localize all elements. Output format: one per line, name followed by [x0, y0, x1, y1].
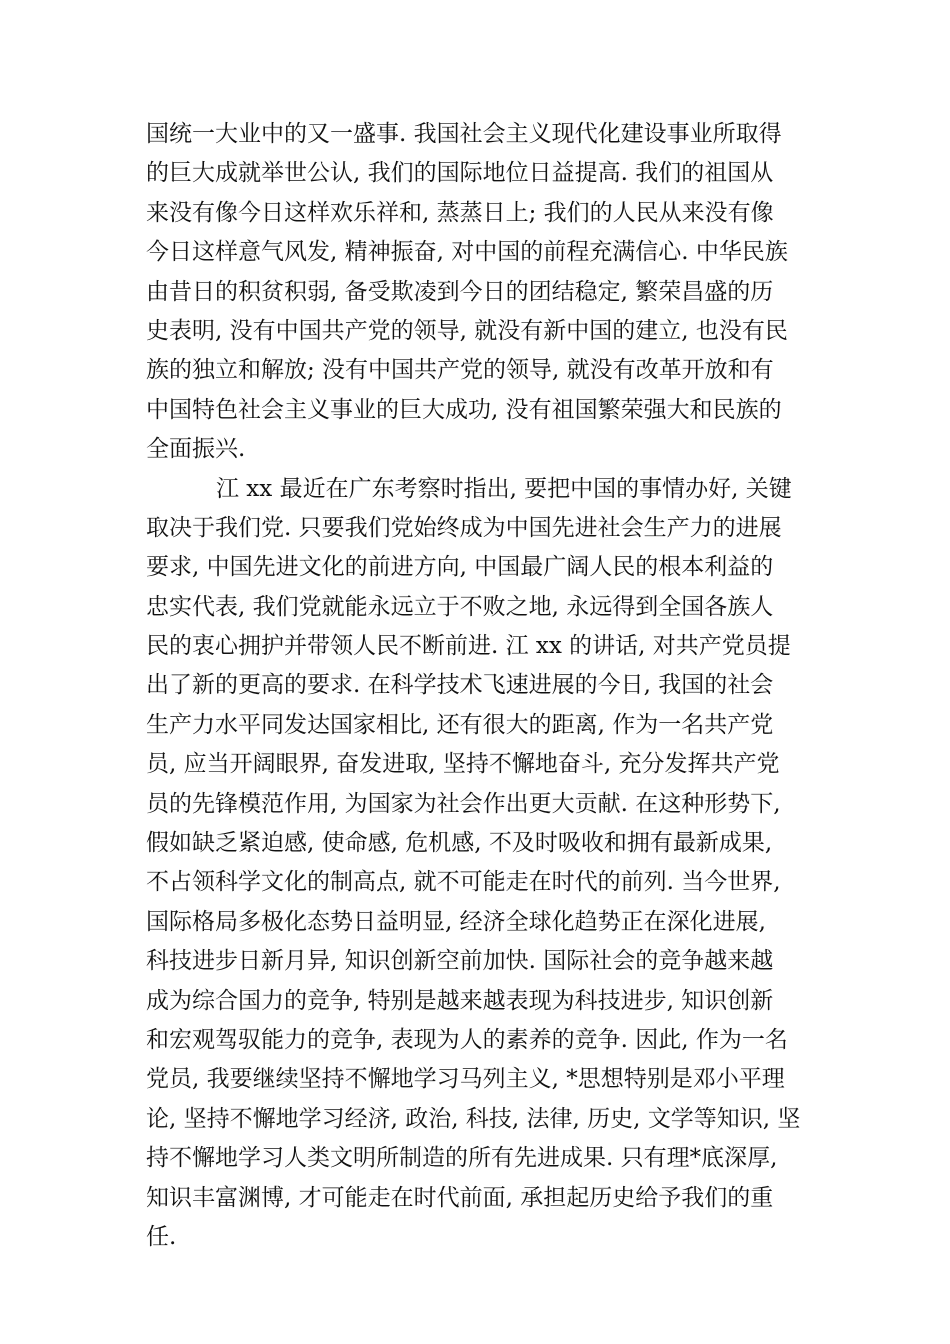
text-line: 国际格局多极化态势日益明显, 经济全球化趋势正在深化进展, [146, 908, 766, 935]
text-line: 任. [146, 1223, 177, 1250]
paragraph-2 [146, 470, 816, 1258]
text-line: 党员, 我要继续坚持不懈地学习马列主义, *思想特别是邓小平理 [146, 1066, 785, 1093]
text-line: 科技进步日新月异, 知识创新空前加快. 国际社会的竞争越来越 [146, 948, 774, 975]
text-line: 民的衷心拥护并带领人民不断前进. 江 xx 的讲话, 对共产党员提 [146, 633, 791, 660]
text-line: 要求, 中国先进文化的前进方向, 中国最广阔人民的根本利益的 [146, 554, 774, 581]
text-line: 江 xx 最近在广东考察时指出, 要把中国的事情办好, 关键 [216, 475, 792, 502]
text-line: 来没有像今日这样欢乐祥和, 蒸蒸日上; 我们的人民从来没有像 [146, 199, 774, 226]
body-text [146, 115, 816, 1257]
text-line: 成为综合国力的竞争, 特别是越来越表现为科技进步, 知识创新 [146, 987, 774, 1014]
text-line: 持不懈地学习人类文明所制造的所有先进成果. 只有理*底深厚, [146, 1145, 778, 1172]
text-line: 员, 应当开阔眼界, 奋发进取, 坚持不懈地奋斗, 充分发挥共产党 [146, 751, 780, 778]
text-line: 不占领科学文化的制高点, 就不可能走在时代的前列. 当今世界, [146, 869, 781, 896]
text-line: 国统一大业中的又一盛事. 我国社会主义现代化建设事业所取得 [146, 121, 782, 147]
text-line: 由昔日的积贫积弱, 备受欺凌到今日的团结稳定, 繁荣昌盛的历 [146, 278, 774, 305]
text-line: 中国特色社会主义事业的巨大成功, 没有祖国繁荣强大和民族的 [146, 396, 782, 423]
text-line: 取决于我们党. 只要我们党始终成为中国先进社会生产力的进展 [146, 514, 782, 541]
paragraph-1 [146, 115, 816, 470]
text-line: 全面振兴. [146, 436, 246, 463]
text-line: 史表明, 没有中国共产党的领导, 就没有新中国的建立, 也没有民 [146, 317, 788, 344]
text-line: 今日这样意气风发, 精神振奋, 对中国的前程充满信心. 中华民族 [146, 239, 788, 266]
text-line: 员的先锋模范作用, 为国家为社会作出更大贡献. 在这种形势下, [146, 790, 781, 817]
text-line: 假如缺乏紧迫感, 使命感, 危机感, 不及时吸收和拥有最新成果, [146, 830, 773, 857]
text-line: 出了新的更高的要求. 在科学技术飞速进展的今日, 我国的社会 [146, 672, 774, 699]
text-line: 生产力水平同发达国家相比, 还有很大的距离, 作为一名共产党 [146, 711, 774, 738]
text-line: 论, 坚持不懈地学习经济, 政治, 科技, 法律, 历史, 文学等知识, 坚 [146, 1105, 801, 1132]
text-line: 族的独立和解放; 没有中国共产党的领导, 就没有改革开放和有 [146, 357, 774, 384]
text-line: 忠实代表, 我们党就能永远立于不败之地, 永远得到全国各族人 [146, 593, 774, 620]
text-line: 和宏观驾驭能力的竞争, 表现为人的素养的竞争. 因此, 作为一名 [146, 1026, 788, 1053]
text-line: 知识丰富渊博, 才可能走在时代前面, 承担起历史给予我们的重 [146, 1184, 774, 1211]
text-line: 的巨大成就举世公认, 我们的国际地位日益提高. 我们的祖国从 [146, 160, 774, 187]
